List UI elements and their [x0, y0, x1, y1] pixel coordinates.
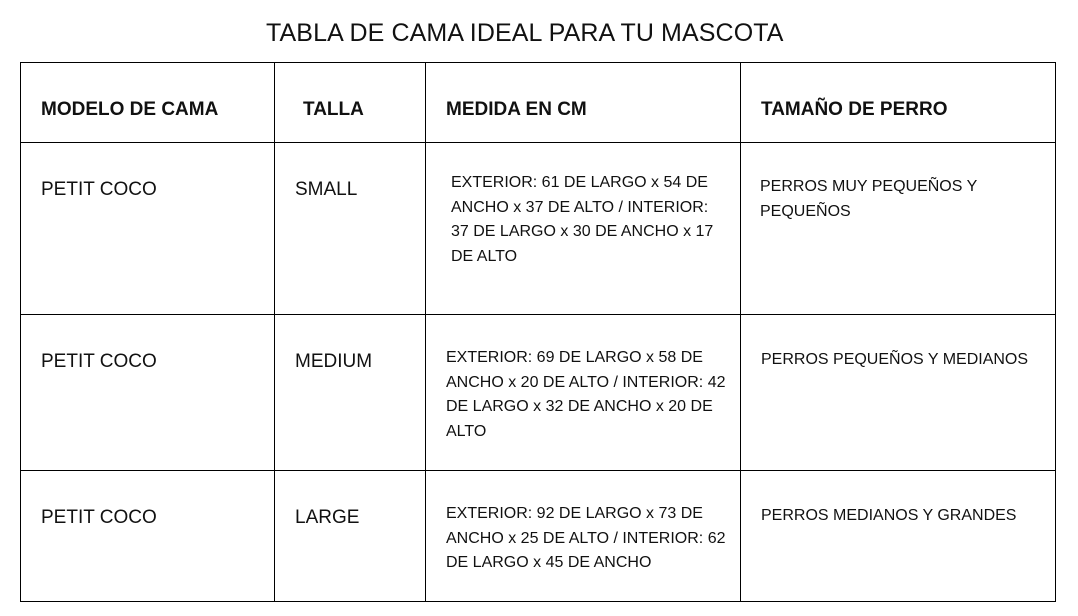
- measure-text: EXTERIOR: 69 DE LARGO x 58 DE ANCHO x 20 DE ALTO / INTERIOR: 42 DE LARGO x 32 DE ANCHO x 20 DE ALTO: [446, 349, 726, 440]
- header-model-label: MODELO DE CAMA: [41, 99, 219, 120]
- model-text: PETIT COCO: [41, 351, 157, 372]
- table-row: [21, 315, 1056, 471]
- size-cell: [275, 315, 426, 471]
- header-dog-size-label: TAMAÑO DE PERRO: [761, 99, 948, 120]
- header-size-label: TALLA: [303, 99, 364, 120]
- table-header-row: [21, 63, 1056, 143]
- model-cell: [21, 471, 275, 602]
- header-cell-model: [21, 63, 275, 143]
- header-cell-size: [275, 63, 426, 143]
- measure-text: EXTERIOR: 92 DE LARGO x 73 DE ANCHO x 25 DE ALTO / INTERIOR: 62 DE LARGO x 45 DE ANCHO: [446, 505, 726, 571]
- size-text: LARGE: [295, 507, 360, 528]
- model-cell: [21, 315, 275, 471]
- model-text: PETIT COCO: [41, 179, 157, 200]
- dog-size-text: PERROS MEDIANOS Y GRANDES: [761, 507, 1017, 524]
- header-cell-measure: [426, 63, 741, 143]
- size-text: MEDIUM: [295, 351, 373, 372]
- measure-cell: [426, 143, 741, 315]
- dog-size-cell: [741, 315, 1056, 471]
- measure-cell: [426, 315, 741, 471]
- page-title: TABLA DE CAMA IDEAL PARA TU MASCOTA: [266, 19, 784, 47]
- dog-size-cell: [741, 143, 1056, 315]
- size-cell: [275, 471, 426, 602]
- measure-cell: [426, 471, 741, 602]
- model-text: PETIT COCO: [41, 507, 157, 528]
- bed-size-table: [20, 62, 1056, 602]
- size-cell: [275, 143, 426, 315]
- table-row: [21, 143, 1056, 315]
- dog-size-text: PERROS PEQUEÑOS Y MEDIANOS: [761, 351, 1029, 368]
- header-cell-dog-size: [741, 63, 1056, 143]
- dog-size-text: PERROS MUY PEQUEÑOS Y PEQUEÑOS: [760, 178, 977, 220]
- dog-size-cell: [741, 471, 1056, 602]
- table-row: [21, 471, 1056, 602]
- header-measure-label: MEDIDA EN CM: [446, 99, 587, 120]
- measure-text: EXTERIOR: 61 DE LARGO x 54 DE ANCHO x 37 DE ALTO / INTERIOR: 37 DE LARGO x 30 DE ANCHO x 17 DE ALTO: [451, 174, 714, 265]
- size-text: SMALL: [295, 179, 358, 200]
- model-cell: [21, 143, 275, 315]
